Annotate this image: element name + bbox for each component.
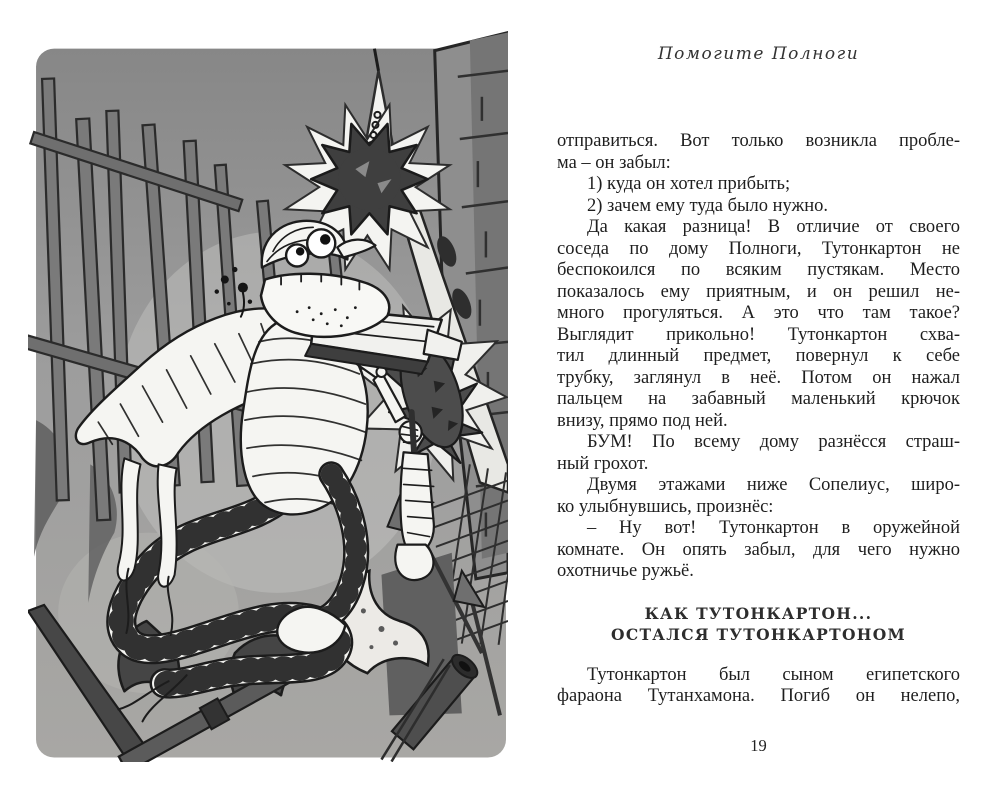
text-line: много прогуляться. А это что там такое?	[557, 303, 960, 323]
text-line: беспокоился по всяким пустякам. Место	[557, 260, 960, 280]
text-line: комнате. Он опять забыл, для чего нужно	[557, 539, 960, 560]
text-line: показалось ему приятным, и он решил не-	[557, 281, 960, 302]
eye-left	[286, 244, 308, 266]
text-line: внизу, прямо под ней.	[557, 410, 728, 431]
text-line: трубку, заглянул в неё. Потом он нажал	[557, 367, 960, 388]
chapter-heading-line-2: ОСТАЛСЯ ТУТОНКАРТОНОМ	[611, 624, 906, 644]
text-line: Выглядит прикольно! Тутонкартон схва-	[557, 324, 960, 345]
page-number: 19	[750, 736, 767, 755]
pupil-left	[296, 247, 304, 255]
text-line: соседа по дому Полноги, Тутонкартон не	[557, 238, 960, 259]
text-line: Двумя этажами ниже Сопелиус, широ-	[587, 475, 960, 495]
eye-right	[307, 229, 335, 257]
running-header: Помогите Полноги	[657, 44, 860, 64]
text-line: 2) зачем ему туда было нужно.	[587, 195, 829, 216]
pupil-right	[320, 234, 330, 244]
chapter-heading	[557, 603, 960, 645]
text-line: ма – он забыл:	[557, 152, 671, 173]
text-line: – Ну вот! Тутонкартон в оружейной	[587, 518, 960, 538]
text-line: Да какая разница! В отличие от своего	[587, 217, 960, 237]
chapter-heading-line-1: КАК ТУТОНКАРТОН...	[644, 603, 873, 623]
book-illustration	[28, 10, 508, 762]
text-line: БУМ! По всему дому разнёсся страш-	[587, 432, 960, 452]
text-line: фараона Тутанхамона. Погиб он нелепо,	[557, 686, 960, 706]
text-line: Тутонкартон был сыном египетского	[587, 664, 960, 685]
text-line: пальцем на забавный маленький крючок	[557, 389, 960, 409]
text-line: ный грохот.	[557, 453, 649, 474]
text-line: отправиться. Вот только возникла пробле-	[557, 131, 960, 151]
body-text	[557, 131, 960, 708]
text-line: тил длинный предмет, повернул к себе	[557, 346, 960, 366]
text-line: охотничье ружьё.	[557, 561, 694, 581]
text-line: 1) куда он хотел прибыть;	[587, 174, 791, 194]
text-line: ко улыбнувшись, произнёс:	[557, 496, 774, 517]
